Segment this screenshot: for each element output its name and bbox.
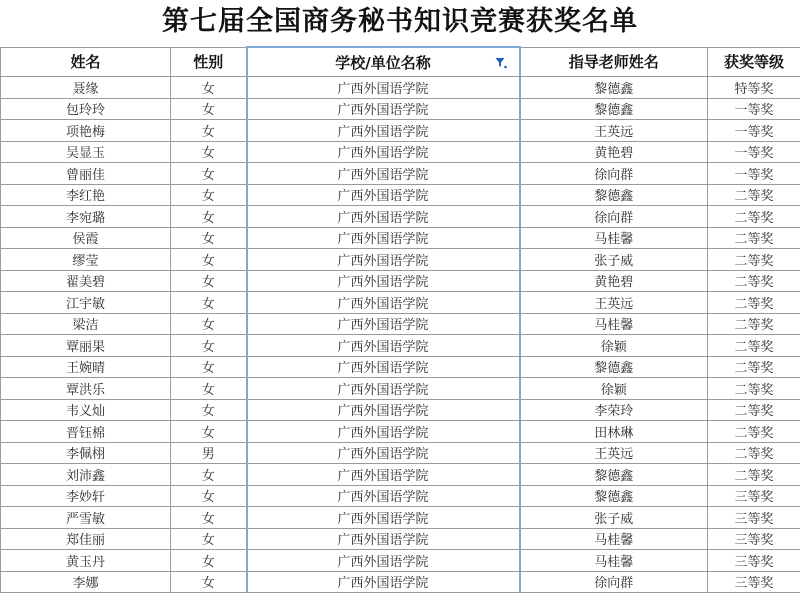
cell-award[interactable]: 二等奖 (708, 249, 800, 271)
cell-gender[interactable]: 女 (171, 184, 247, 206)
cell-name[interactable]: 项艳梅 (1, 120, 171, 142)
cell-name[interactable]: 李宛璐 (1, 206, 171, 228)
cell-teacher[interactable]: 王英远 (520, 292, 708, 314)
table-row (1, 227, 800, 249)
cell-gender[interactable]: 女 (171, 550, 247, 572)
cell-name[interactable]: 严雪敏 (1, 507, 171, 529)
cell-teacher[interactable]: 马桂馨 (520, 528, 708, 550)
cell-gender[interactable]: 女 (171, 77, 247, 99)
cell-school[interactable]: 广西外国语学院 (247, 399, 520, 421)
cell-teacher[interactable]: 张子威 (520, 249, 708, 271)
header-school[interactable] (247, 47, 520, 77)
cell-teacher[interactable]: 黄艳碧 (520, 141, 708, 163)
cell-award[interactable]: 一等奖 (708, 141, 800, 163)
cell-gender[interactable]: 女 (171, 571, 247, 593)
table-row (1, 206, 800, 228)
cell-award[interactable]: 二等奖 (708, 464, 800, 486)
cell-teacher[interactable]: 徐颖 (520, 378, 708, 400)
cell-name[interactable]: 李娜 (1, 571, 171, 593)
cell-name[interactable]: 李妙轩 (1, 485, 171, 507)
award-table (0, 46, 800, 593)
header-award[interactable]: 获奖等级 (708, 47, 800, 77)
cell-gender[interactable]: 女 (171, 335, 247, 357)
table-row (1, 120, 800, 142)
cell-teacher[interactable]: 黎德鑫 (520, 356, 708, 378)
cell-gender[interactable]: 女 (171, 120, 247, 142)
cell-award[interactable]: 三等奖 (708, 528, 800, 550)
cell-award[interactable]: 一等奖 (708, 120, 800, 142)
cell-award[interactable]: 三等奖 (708, 550, 800, 572)
cell-name[interactable]: 曾丽佳 (1, 163, 171, 185)
cell-teacher[interactable]: 马桂馨 (520, 313, 708, 335)
table-row (1, 378, 800, 400)
cell-school[interactable]: 广西外国语学院 (247, 571, 520, 593)
cell-gender[interactable]: 女 (171, 378, 247, 400)
cell-school[interactable]: 广西外国语学院 (247, 528, 520, 550)
cell-award[interactable]: 二等奖 (708, 356, 800, 378)
cell-gender[interactable]: 女 (171, 206, 247, 228)
cell-teacher[interactable]: 王英远 (520, 120, 708, 142)
cell-gender[interactable]: 男 (171, 442, 247, 464)
cell-name[interactable]: 王婉晴 (1, 356, 171, 378)
table-row (1, 141, 800, 163)
table-row (1, 270, 800, 292)
table-row (1, 528, 800, 550)
cell-gender[interactable]: 女 (171, 141, 247, 163)
table-row (1, 464, 800, 486)
cell-teacher[interactable]: 马桂馨 (520, 227, 708, 249)
cell-school[interactable]: 广西外国语学院 (247, 356, 520, 378)
cell-school[interactable]: 广西外国语学院 (247, 120, 520, 142)
cell-name[interactable]: 包玲玲 (1, 98, 171, 120)
cell-school[interactable]: 广西外国语学院 (247, 464, 520, 486)
header-school-label: 学校/单位名称 (335, 53, 431, 72)
cell-teacher[interactable]: 田林琳 (520, 421, 708, 443)
cell-gender[interactable]: 女 (171, 528, 247, 550)
cell-school[interactable]: 广西外国语学院 (247, 184, 520, 206)
cell-gender[interactable]: 女 (171, 249, 247, 271)
cell-name[interactable]: 李佩栩 (1, 442, 171, 464)
table-row (1, 421, 800, 443)
cell-school[interactable]: 广西外国语学院 (247, 507, 520, 529)
cell-name[interactable]: 吴显玉 (1, 141, 171, 163)
cell-award[interactable]: 二等奖 (708, 335, 800, 357)
cell-gender[interactable]: 女 (171, 163, 247, 185)
cell-teacher[interactable]: 黎德鑫 (520, 485, 708, 507)
cell-gender[interactable]: 女 (171, 227, 247, 249)
cell-award[interactable]: 二等奖 (708, 227, 800, 249)
cell-award[interactable]: 一等奖 (708, 98, 800, 120)
cell-award[interactable]: 三等奖 (708, 571, 800, 593)
cell-award[interactable]: 三等奖 (708, 485, 800, 507)
cell-gender[interactable]: 女 (171, 98, 247, 120)
cell-gender[interactable]: 女 (171, 313, 247, 335)
header-row (1, 47, 800, 77)
table-row (1, 313, 800, 335)
cell-teacher[interactable]: 张子威 (520, 507, 708, 529)
cell-gender[interactable]: 女 (171, 356, 247, 378)
cell-name[interactable]: 刘沛鑫 (1, 464, 171, 486)
cell-teacher[interactable]: 徐颖 (520, 335, 708, 357)
table-row (1, 77, 800, 99)
cell-teacher[interactable]: 黎德鑫 (520, 464, 708, 486)
cell-teacher[interactable]: 黎德鑫 (520, 184, 708, 206)
cell-teacher[interactable]: 徐向群 (520, 206, 708, 228)
table-row (1, 550, 800, 572)
cell-school[interactable]: 广西外国语学院 (247, 249, 520, 271)
cell-school[interactable]: 广西外国语学院 (247, 313, 520, 335)
table-row (1, 507, 800, 529)
table-row (1, 571, 800, 593)
cell-name[interactable]: 缪莹 (1, 249, 171, 271)
cell-award[interactable]: 二等奖 (708, 206, 800, 228)
header-name[interactable]: 姓名 (1, 47, 171, 77)
cell-award[interactable]: 二等奖 (708, 442, 800, 464)
cell-teacher[interactable]: 徐向群 (520, 163, 708, 185)
header-gender[interactable]: 性别 (171, 47, 247, 77)
cell-gender[interactable]: 女 (171, 292, 247, 314)
table-body (1, 77, 800, 593)
cell-school[interactable]: 广西外国语学院 (247, 77, 520, 99)
cell-school[interactable]: 广西外国语学院 (247, 206, 520, 228)
page-title: 第七届全国商务秘书知识竞赛获奖名单 (162, 6, 638, 37)
cell-school[interactable]: 广西外国语学院 (247, 270, 520, 292)
cell-school[interactable]: 广西外国语学院 (247, 141, 520, 163)
cell-name[interactable]: 晋钰棉 (1, 421, 171, 443)
cell-award[interactable]: 二等奖 (708, 399, 800, 421)
table-row (1, 442, 800, 464)
cell-name[interactable]: 翟美碧 (1, 270, 171, 292)
cell-award[interactable]: 一等奖 (708, 163, 800, 185)
cell-school[interactable]: 广西外国语学院 (247, 98, 520, 120)
cell-gender[interactable]: 女 (171, 464, 247, 486)
cell-teacher[interactable]: 黄艳碧 (520, 270, 708, 292)
cell-award[interactable]: 二等奖 (708, 421, 800, 443)
cell-teacher[interactable]: 徐向群 (520, 571, 708, 593)
cell-award[interactable]: 三等奖 (708, 507, 800, 529)
cell-school[interactable]: 广西外国语学院 (247, 421, 520, 443)
table-row (1, 98, 800, 120)
cell-name[interactable]: 郑佳丽 (1, 528, 171, 550)
cell-teacher[interactable]: 黎德鑫 (520, 98, 708, 120)
cell-award[interactable]: 二等奖 (708, 184, 800, 206)
cell-award[interactable]: 二等奖 (708, 270, 800, 292)
cell-gender[interactable]: 女 (171, 507, 247, 529)
cell-teacher[interactable]: 李荣玲 (520, 399, 708, 421)
table-row (1, 335, 800, 357)
table-row (1, 485, 800, 507)
cell-school[interactable]: 广西外国语学院 (247, 163, 520, 185)
cell-school[interactable]: 广西外国语学院 (247, 378, 520, 400)
cell-name[interactable]: 黄玉丹 (1, 550, 171, 572)
cell-school[interactable]: 广西外国语学院 (247, 550, 520, 572)
cell-gender[interactable]: 女 (171, 421, 247, 443)
cell-name[interactable]: 韦义灿 (1, 399, 171, 421)
cell-gender[interactable]: 女 (171, 485, 247, 507)
cell-teacher[interactable]: 马桂馨 (520, 550, 708, 572)
cell-gender[interactable]: 女 (171, 270, 247, 292)
cell-award[interactable]: 二等奖 (708, 292, 800, 314)
cell-teacher[interactable]: 王英远 (520, 442, 708, 464)
cell-name[interactable]: 覃丽果 (1, 335, 171, 357)
header-teacher[interactable]: 指导老师姓名 (520, 47, 708, 77)
table-row (1, 184, 800, 206)
cell-award[interactable]: 二等奖 (708, 313, 800, 335)
table-row (1, 356, 800, 378)
cell-school[interactable]: 广西外国语学院 (247, 335, 520, 357)
filter-funnel-icon[interactable] (495, 57, 507, 69)
cell-school[interactable]: 广西外国语学院 (247, 442, 520, 464)
cell-award[interactable]: 特等奖 (708, 77, 800, 99)
cell-award[interactable]: 二等奖 (708, 378, 800, 400)
cell-teacher[interactable]: 黎德鑫 (520, 77, 708, 99)
cell-name[interactable]: 梁洁 (1, 313, 171, 335)
table-row (1, 399, 800, 421)
table-row (1, 163, 800, 185)
table-row (1, 292, 800, 314)
cell-name[interactable]: 李红艳 (1, 184, 171, 206)
table-row (1, 249, 800, 271)
cell-name[interactable]: 聂缘 (1, 77, 171, 99)
cell-name[interactable]: 覃洪乐 (1, 378, 171, 400)
cell-school[interactable]: 广西外国语学院 (247, 292, 520, 314)
cell-school[interactable]: 广西外国语学院 (247, 227, 520, 249)
cell-gender[interactable]: 女 (171, 399, 247, 421)
cell-name[interactable]: 侯霞 (1, 227, 171, 249)
cell-name[interactable]: 江宇敏 (1, 292, 171, 314)
cell-school[interactable]: 广西外国语学院 (247, 485, 520, 507)
